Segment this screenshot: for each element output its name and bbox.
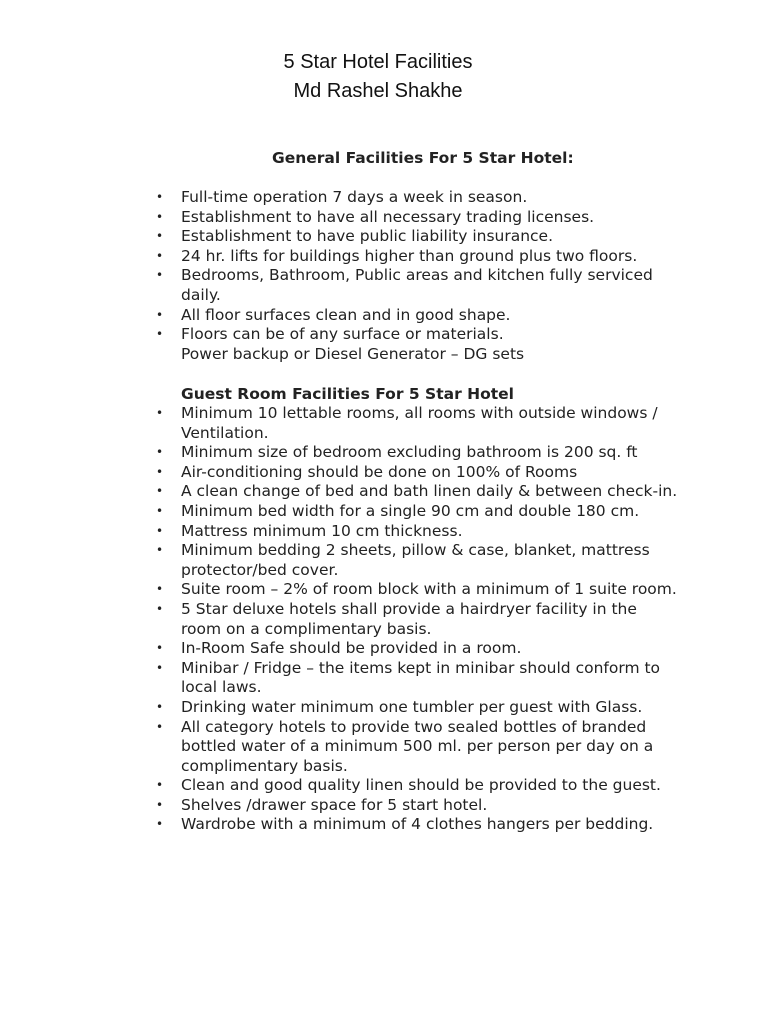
bullet-icon: •: [156, 209, 164, 224]
list-item: [0, 463, 681, 483]
list-item: [0, 541, 681, 580]
list-item: [0, 639, 681, 659]
list-item-text: Minimum 10 lettable rooms, all rooms with outside windows / Ventilation.: [181, 404, 658, 442]
list-item: [0, 502, 681, 522]
bullet-icon: •: [156, 582, 164, 597]
list-item-text: Establishment to have all necessary trading licenses.: [181, 207, 595, 226]
bullet-icon: •: [156, 543, 164, 558]
list-item: [0, 482, 681, 502]
bullet-icon: •: [156, 817, 164, 832]
list-item-text: Bedrooms, Bathroom, Public areas and kitchen fully serviced daily.: [181, 266, 653, 304]
list-item-text: Minimum size of bedroom excluding bathroom is 200 sq. ft: [181, 443, 638, 462]
list-item: [0, 227, 681, 247]
bullet-icon: •: [156, 307, 164, 322]
document-author: Md Rashel Shakhe: [293, 80, 463, 102]
list-item-text: Suite room – 2% of room block with a minimum of 1 suite room.: [181, 580, 677, 599]
list-item: [0, 815, 681, 835]
list-item-text: Mattress minimum 10 cm thickness.: [181, 521, 463, 540]
list-item-text: 5 Star deluxe hotels shall provide a hairdryer facility in the room on a complimentary basis.: [181, 599, 637, 638]
list-item: [0, 345, 681, 365]
bullet-icon: •: [156, 464, 164, 479]
bullet-icon: •: [156, 248, 164, 263]
list-item: [0, 600, 681, 639]
bullet-icon: •: [156, 445, 164, 460]
list-item: [0, 776, 681, 796]
list-item-text: Minibar / Fridge – the items kept in minibar should conform to local laws.: [181, 658, 661, 697]
list-item-text: A clean change of bed and bath linen daily & between check-in.: [181, 482, 678, 501]
bullet-icon: •: [156, 229, 164, 244]
list-item: [0, 796, 681, 816]
document-title: 5 Star Hotel Facilities: [283, 51, 473, 73]
list-item-text: All floor surfaces clean and in good shape.: [181, 305, 511, 324]
list-item: [0, 266, 681, 305]
general-facilities-list: [0, 188, 700, 364]
list-item: [0, 325, 681, 345]
bullet-icon: •: [156, 719, 164, 734]
bullet-icon: •: [156, 190, 164, 204]
list-item-text: In-Room Safe should be provided in a room.: [181, 639, 522, 658]
list-item: [0, 443, 681, 463]
bullet-icon: •: [156, 406, 164, 420]
list-item-text: Air-conditioning should be done on 100% of Rooms: [181, 462, 578, 481]
list-item-text: Minimum bedding 2 sheets, pillow & case, blanket, mattress protector/bed cover.: [181, 541, 650, 579]
list-item: [0, 698, 681, 718]
list-item-text: Power backup or Diesel Generator – DG sets: [181, 344, 525, 363]
list-item: [0, 247, 681, 267]
bullet-icon: •: [156, 268, 164, 283]
document-title-block: [0, 48, 768, 106]
bullet-icon: •: [156, 660, 164, 675]
guest-room-facilities-heading: Guest Room Facilities For 5 Star Hotel: [181, 385, 514, 403]
list-item-text: Establishment to have public liability insurance.: [181, 227, 554, 246]
list-item: [0, 659, 681, 698]
bullet-icon: •: [156, 484, 164, 499]
bullet-icon: •: [156, 641, 164, 656]
list-item-text: Full-time operation 7 days a week in season.: [181, 188, 528, 206]
list-item-text: All category hotels to provide two sealed bottles of branded bottled water of a minimum 500 ml. per person per day on a complimentary basis.: [181, 717, 654, 775]
bullet-icon: •: [156, 778, 164, 793]
guest-room-facilities-list: [0, 404, 700, 835]
list-item: [0, 522, 681, 542]
list-item-text: Drinking water minimum one tumbler per guest with Glass.: [181, 697, 643, 716]
list-item: [0, 718, 681, 777]
general-facilities-heading: General Facilities For 5 Star Hotel:: [272, 149, 574, 167]
list-item: [0, 188, 681, 208]
list-item: [0, 208, 681, 228]
list-item-text: Minimum bed width for a single 90 cm and double 180 cm.: [181, 501, 640, 520]
bullet-icon: •: [156, 797, 164, 812]
bullet-icon: •: [156, 699, 164, 714]
list-item-text: Shelves /drawer space for 5 start hotel.: [181, 795, 488, 814]
bullet-icon: •: [156, 601, 164, 616]
list-item-text: Clean and good quality linen should be provided to the guest.: [181, 776, 661, 795]
list-item: [0, 580, 681, 600]
bullet-icon: •: [156, 327, 164, 342]
bullet-icon: •: [156, 523, 164, 538]
list-item: [0, 404, 681, 443]
list-item: [0, 306, 681, 326]
bullet-icon: •: [156, 503, 164, 518]
list-item-text: Floors can be of any surface or materials.: [181, 325, 504, 344]
list-item-text: Wardrobe with a minimum of 4 clothes hangers per bedding.: [181, 815, 654, 834]
list-item-text: 24 hr. lifts for buildings higher than ground plus two floors.: [181, 246, 638, 265]
